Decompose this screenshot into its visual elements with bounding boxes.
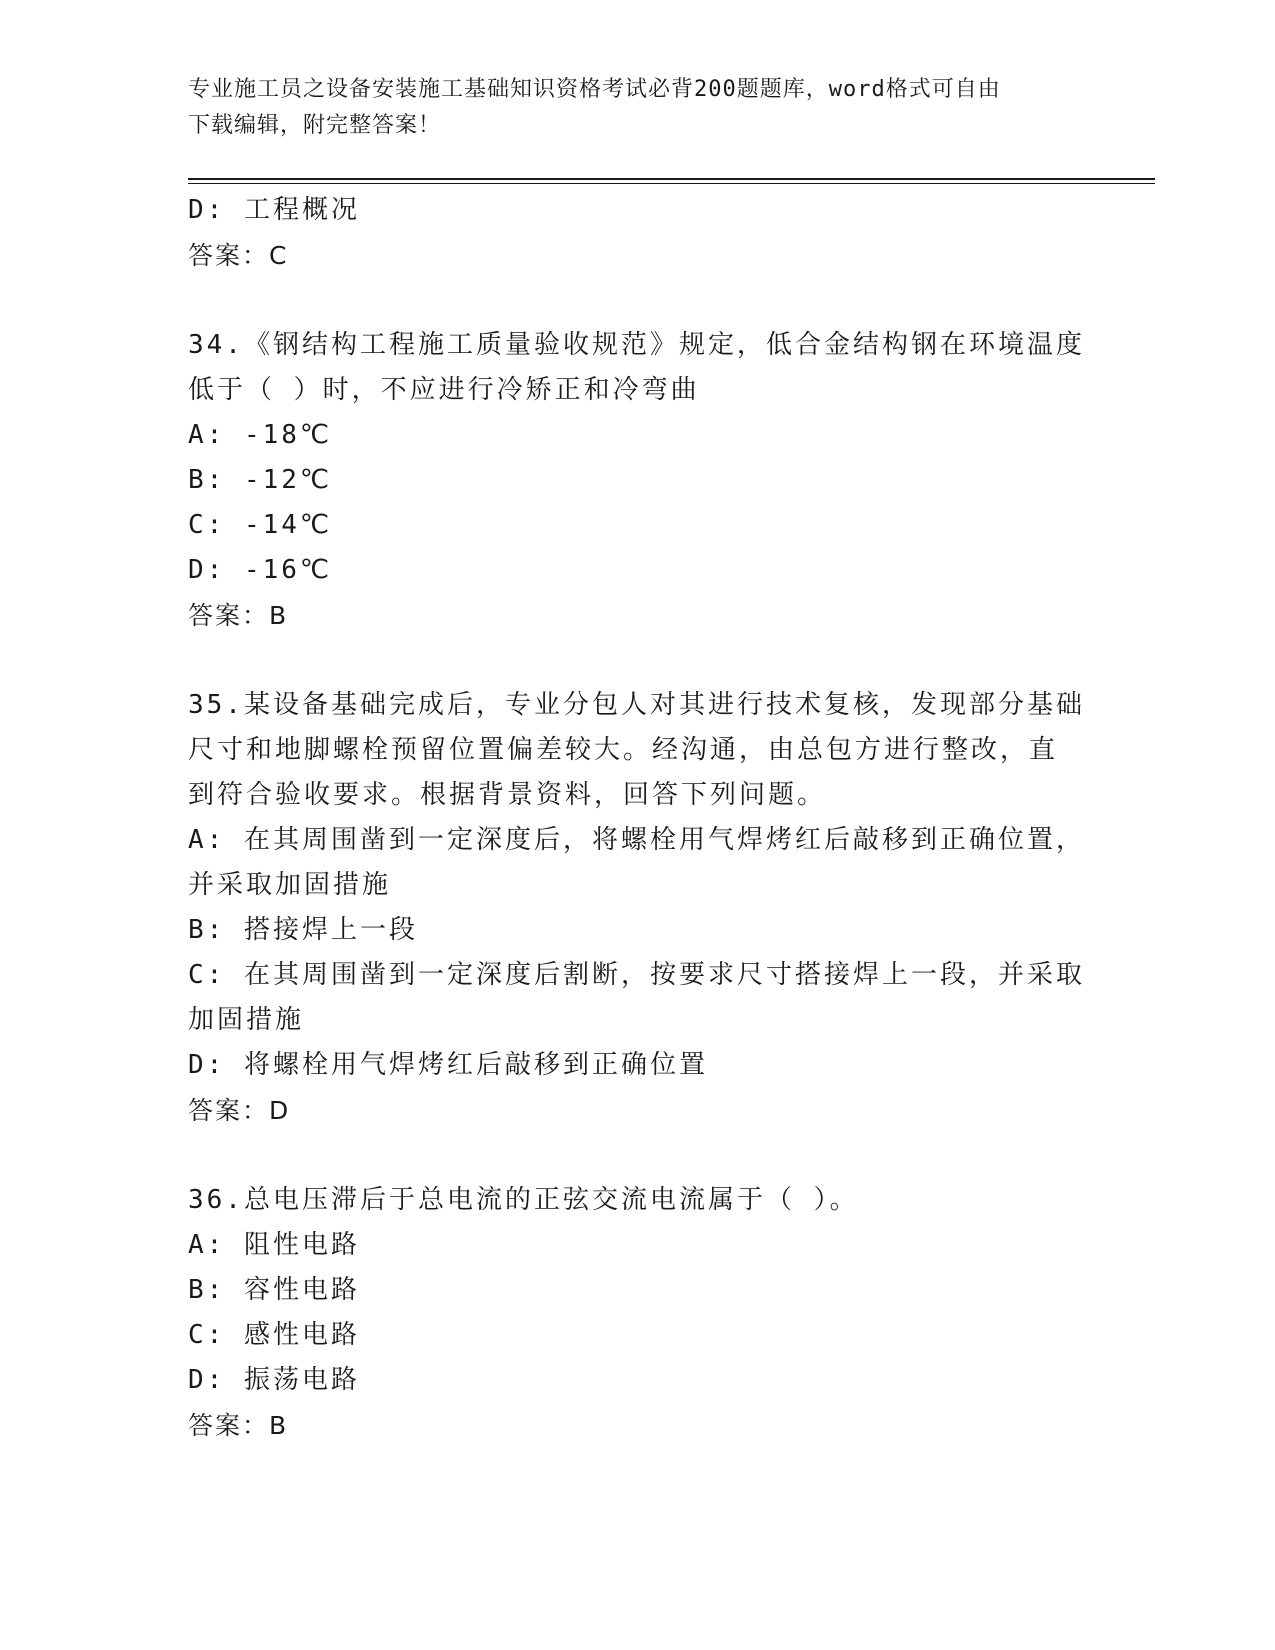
question-list	[188, 188, 1085, 1448]
option-b: B: 容性电路	[188, 1275, 360, 1305]
page-header	[188, 72, 1068, 144]
header-title-line-1: 专业施工员之设备安装施工基础知识资格考试必背200题题库，word格式可自由	[188, 77, 1001, 102]
option-d: D: -16℃	[188, 555, 333, 585]
question-stem: 36.总电压滞后于总电流的正弦交流电流属于（ ）。	[188, 1185, 859, 1215]
option-d: D: 工程概况	[188, 195, 360, 225]
header-title-line-2: 下载编辑，附完整答案！	[188, 113, 442, 138]
option-c: C: 感性电路	[188, 1320, 360, 1350]
option-c-continued: 加固措施	[188, 1005, 305, 1035]
answer: 答案：B	[188, 601, 289, 630]
option-d: D: 将螺栓用气焊烤红后敲移到正确位置	[188, 1050, 708, 1080]
spacer	[188, 278, 1078, 323]
question-34	[188, 323, 1085, 638]
option-a: A: 阻性电路	[188, 1230, 360, 1260]
option-c: C: -14℃	[188, 510, 333, 540]
question-33-tail	[188, 188, 1078, 278]
option-c: C: 在其周围凿到一定深度后割断，按要求尺寸搭接焊上一段，并采取	[188, 960, 1085, 990]
option-b: B: 搭接焊上一段	[188, 915, 418, 945]
option-a-continued: 并采取加固措施	[188, 870, 392, 900]
header-rule-thick	[188, 178, 1155, 180]
question-stem: 35.某设备基础完成后，专业分包人对其进行技术复核，发现部分基础	[188, 690, 1085, 720]
question-stem: 到符合验收要求。根据背景资料，回答下列问题。	[188, 780, 827, 810]
answer: 答案：C	[188, 241, 289, 270]
question-35	[188, 683, 1085, 1133]
question-stem: 34.《钢结构工程施工质量验收规范》规定，低合金结构钢在环境温度	[188, 330, 1085, 360]
question-36	[188, 1178, 1078, 1448]
header-rule-thin	[188, 183, 1155, 184]
option-a: A: -18℃	[188, 420, 333, 450]
question-stem: 尺寸和地脚螺栓预留位置偏差较大。经沟通，由总包方进行整改，直	[188, 735, 1059, 765]
spacer	[188, 638, 1078, 683]
option-b: B: -12℃	[188, 465, 333, 495]
option-d: D: 振荡电路	[188, 1365, 360, 1395]
spacer	[188, 1133, 1078, 1178]
question-stem: 低于（ ）时，不应进行冷矫正和冷弯曲	[188, 375, 700, 405]
answer: 答案：B	[188, 1411, 289, 1440]
answer: 答案：D	[188, 1096, 291, 1125]
option-a: A: 在其周围凿到一定深度后，将螺栓用气焊烤红后敲移到正确位置，	[188, 825, 1085, 855]
